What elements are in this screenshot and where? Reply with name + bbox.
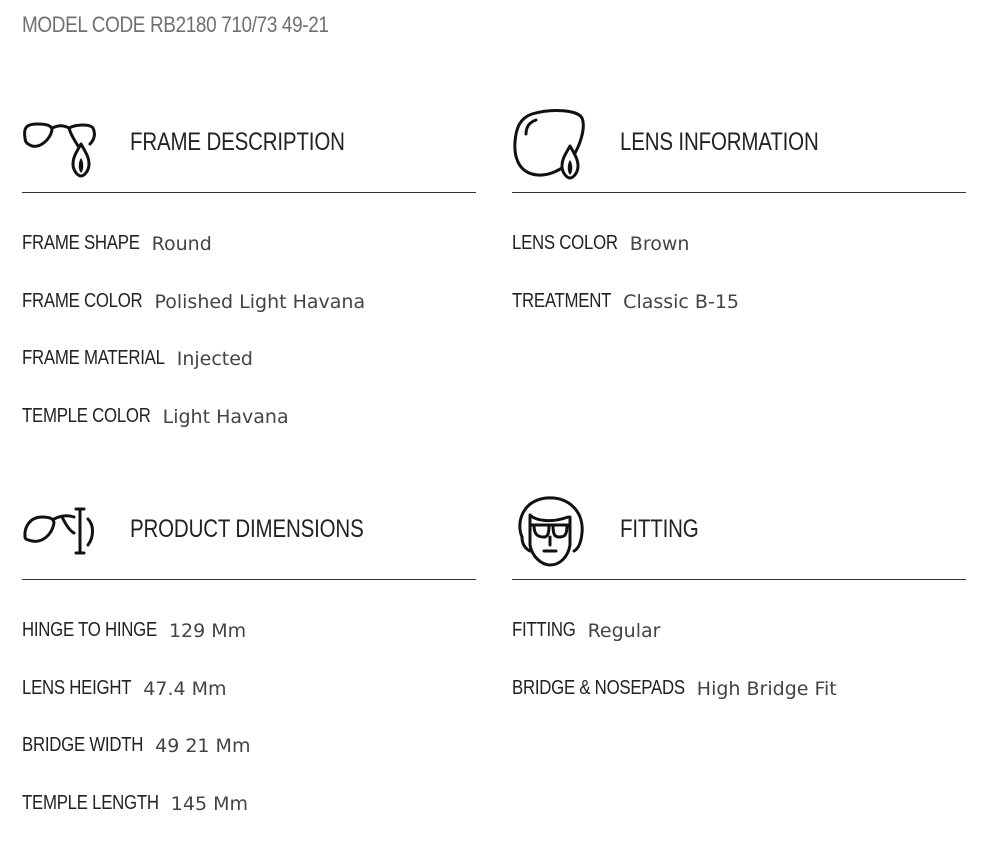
spec-value: Round bbox=[152, 232, 212, 256]
frame-description-section bbox=[22, 106, 476, 462]
section-title: FITTING bbox=[620, 515, 699, 544]
spec-value: 47.4 Mm bbox=[143, 677, 226, 701]
spec-value: Regular bbox=[588, 619, 661, 643]
spec-row bbox=[22, 347, 476, 405]
section-title: FRAME DESCRIPTION bbox=[130, 128, 345, 157]
spec-value: Polished Light Havana bbox=[154, 290, 365, 314]
spec-value: Injected bbox=[177, 347, 253, 371]
section-title: PRODUCT DIMENSIONS bbox=[130, 515, 364, 544]
spec-value: 145 Mm bbox=[171, 792, 248, 816]
spec-label: LENS HEIGHT bbox=[22, 677, 131, 700]
section-title: LENS INFORMATION bbox=[620, 128, 819, 157]
aviator-glasses-drop-icon bbox=[22, 106, 98, 182]
spec-label: TEMPLE COLOR bbox=[22, 405, 151, 428]
spec-row bbox=[22, 734, 476, 792]
lens-information-section bbox=[512, 106, 966, 347]
spec-label: BRIDGE WIDTH bbox=[22, 734, 143, 757]
spec-row bbox=[22, 619, 476, 677]
spec-label: FRAME COLOR bbox=[22, 290, 142, 313]
spec-value: 49 21 Mm bbox=[155, 734, 250, 758]
spec-value: 129 Mm bbox=[169, 619, 246, 643]
spec-value: Classic B-15 bbox=[623, 290, 739, 314]
spec-label: TREATMENT bbox=[512, 290, 611, 313]
spec-value: Brown bbox=[630, 232, 690, 256]
section-header bbox=[22, 493, 476, 580]
spec-value: High Bridge Fit bbox=[697, 677, 837, 701]
spec-row bbox=[512, 232, 966, 290]
spec-label: FITTING bbox=[512, 619, 576, 642]
spec-label: FRAME MATERIAL bbox=[22, 347, 165, 370]
lens-drop-icon bbox=[512, 106, 588, 182]
spec-label: BRIDGE & NOSEPADS bbox=[512, 677, 685, 700]
spec-row bbox=[512, 290, 966, 348]
spec-value: Light Havana bbox=[163, 405, 289, 429]
face-with-glasses-icon bbox=[512, 493, 588, 569]
spec-row bbox=[22, 677, 476, 735]
glasses-measure-icon bbox=[22, 493, 98, 569]
spec-row bbox=[22, 232, 476, 290]
section-header bbox=[512, 106, 966, 193]
model-code: MODEL CODE RB2180 710/73 49-21 bbox=[22, 12, 329, 38]
spec-label: HINGE TO HINGE bbox=[22, 619, 157, 642]
section-header bbox=[512, 493, 966, 580]
spec-row bbox=[512, 619, 966, 677]
spec-label: FRAME SHAPE bbox=[22, 232, 140, 255]
section-header bbox=[22, 106, 476, 193]
spec-label: TEMPLE LENGTH bbox=[22, 792, 159, 815]
spec-row bbox=[512, 677, 966, 735]
product-dimensions-section bbox=[22, 493, 476, 849]
spec-row bbox=[22, 792, 476, 849]
spec-row bbox=[22, 290, 476, 348]
spec-label: LENS COLOR bbox=[512, 232, 618, 255]
fitting-section bbox=[512, 493, 966, 734]
spec-row bbox=[22, 405, 476, 463]
